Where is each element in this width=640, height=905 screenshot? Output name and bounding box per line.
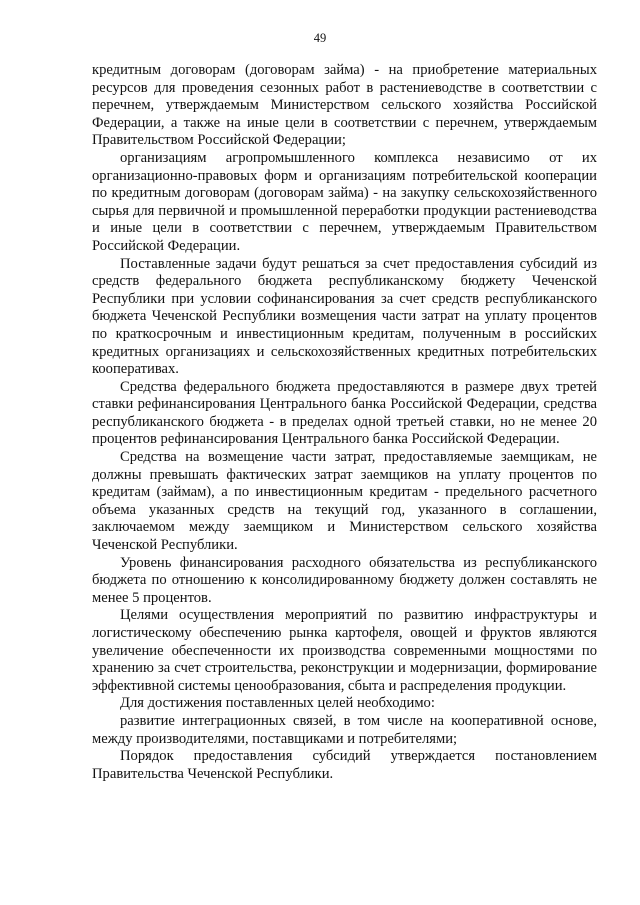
paragraph-4: Средства федерального бюджета предоставляются в размере двух третей ставки рефинансирования Центрального банка Российской Федерации, средства республиканского бюджета - в пределах одной третьей ставки, но не менее 20 процентов рефинансирования Центрального банка Российской Федерации. [92, 378, 597, 448]
paragraph-7: Целями осуществления мероприятий по развитию инфраструктуры и логистическому обеспечению рынка картофеля, овощей и фруктов являются увеличение обеспеченности их производства современными мощностями по хранению за счет строительства, реконструкции и модернизации, формирование эффективной системы ценообразования, сбыта и распределения продукции. [92, 607, 597, 694]
page-number: 49 [313, 31, 327, 45]
paragraph-10: Порядок предоставления субсидий утверждается постановлением Правительства Чеченской Республики. [92, 748, 597, 782]
paragraph-3: Поставленные задачи будут решаться за счет предоставления субсидий из средств федерального бюджета республиканскому бюджету Чеченской Республики при условии софинансирования за счет средств республиканского бюджета Чеченской Республики возмещения части затрат на уплату процентов по краткосрочным и инвестиционным кредитам, полученным в российских кредитных организациях и сельскохозяйственных кредитных потребительских кооперативах. [92, 255, 597, 378]
paragraph-8: Для достижения поставленных целей необходимо: [120, 695, 435, 712]
paragraph-1: кредитным договорам (договорам займа) - на приобретение материальных ресурсов для проведения сезонных работ в растениеводстве в соответствии с перечнем, утверждаемым Министерством сельского хозяйства Российской Федерации, а также на иные цели в соответствии с перечнем, утверждаемым Правительством Российской Федерации; [92, 62, 597, 149]
document-body [92, 62, 597, 783]
paragraph-2: организациям агропромышленного комплекса независимо от их организационно-правовых форм и организациям потребительской кооперации по кредитным договорам (договорам займа) - на закупку сельскохозяйственного сырья для первичной и промышленной переработки продукции растениеводства и иные цели в соответствии с перечнем, утверждаемым Правительством Российской Федерации. [92, 149, 597, 254]
paragraph-5: Средства на возмещение части затрат, предоставляемые заемщикам, не должны превышать фактических затрат заемщиков на уплату процентов по кредитам (займам), а по инвестиционным кредитам - предельного расчетного объема указанных средств на текущий год, указанного в соглашении, заключаемом между заемщиком и Министерством сельского хозяйства Чеченской Республики. [92, 449, 597, 554]
paragraph-6: Уровень финансирования расходного обязательства из республиканского бюджета по отношению к консолидированному бюджету должен составлять не менее 5 процентов. [92, 554, 597, 606]
paragraph-9: развитие интеграционных связей, в том числе на кооперативной основе, между производителями, поставщиками и потребителями; [92, 712, 597, 747]
